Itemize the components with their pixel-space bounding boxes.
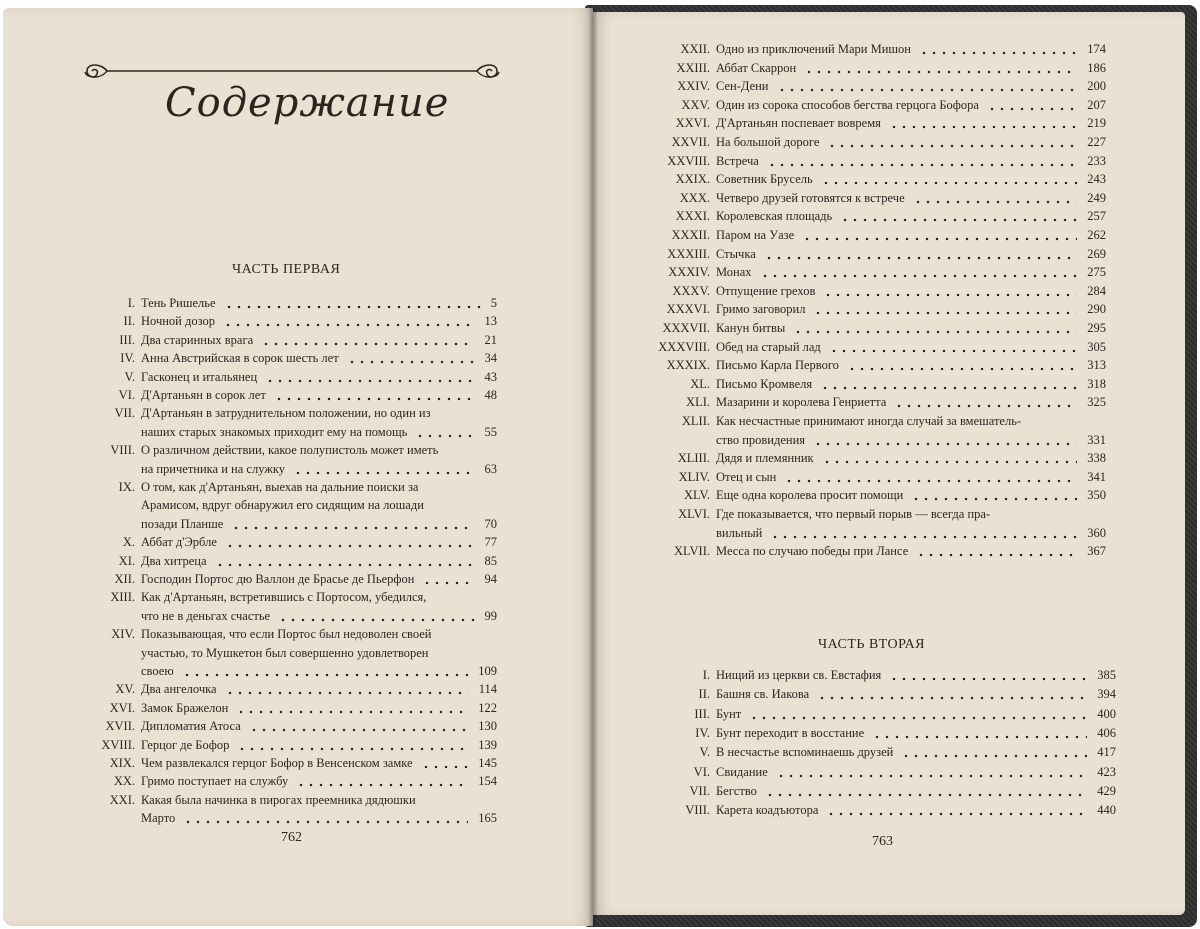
toc-entry-number: X.	[122, 535, 135, 550]
toc-entry-title: Господин Портос дю Валлон де Брасье де Пьерфон	[141, 572, 415, 586]
toc-entry-number: XXX.	[679, 190, 710, 205]
toc-entry-page: 423	[1097, 764, 1116, 779]
toc-entry	[0, 133, 1200, 152]
toc-entry-number: III.	[694, 706, 710, 721]
toc-leader-dots	[840, 218, 1077, 222]
toc-entry-number: XLII.	[681, 414, 710, 428]
toc-leader-dots	[817, 696, 1087, 700]
toc-entry	[0, 449, 1200, 468]
toc-entry-page: 325	[1087, 395, 1106, 410]
toc-leader-dots	[764, 256, 1077, 260]
toc-entry-page: 109	[478, 663, 497, 678]
toc-entry-number: XXI.	[109, 792, 135, 807]
toc-entry-page: 154	[478, 774, 497, 789]
toc-entry-page: 269	[1087, 246, 1106, 261]
toc-entry	[0, 319, 1200, 338]
toc-entry-number: XLIV.	[678, 469, 710, 484]
toc-entry-page: 417	[1097, 745, 1116, 760]
page-heading: Содержание	[165, 80, 450, 126]
toc-entry-page: 70	[484, 516, 497, 531]
toc-entry-page: 249	[1087, 190, 1106, 205]
toc-entry	[0, 263, 1200, 282]
toc-leader-dots	[802, 237, 1077, 241]
toc-entry-page: 94	[484, 572, 497, 586]
toc-entry-title: Арамисом, вдруг обнаружил его сидящим на лошади	[141, 498, 424, 513]
toc-entry-number: XXVI.	[675, 116, 710, 131]
toc-leader-dots	[770, 535, 1077, 539]
toc-leader-dots	[278, 618, 474, 622]
toc-entry-number: V.	[699, 745, 710, 760]
toc-entry-page: 284	[1087, 283, 1106, 298]
toc-entry-number: XXVIII.	[667, 153, 710, 168]
toc-entry-number: XXV.	[681, 97, 710, 112]
toc-entry-number: XXVII.	[671, 135, 710, 149]
toc-entry-title: Какая была начинка в пирогах преемника дядюшки	[141, 792, 416, 807]
toc-entry	[0, 666, 1200, 685]
toc-entry-title: Анна Австрийская в сорок шесть лет	[141, 351, 339, 366]
toc-leader-dots	[827, 144, 1077, 148]
toc-leader-dots	[813, 311, 1077, 315]
toc-entry-title: Два старинных врага	[141, 332, 254, 347]
toc-entry-page: 174	[1087, 42, 1106, 56]
toc-entry-number: XIX.	[109, 756, 135, 770]
toc-entry	[0, 207, 1200, 226]
toc-entry-number: XII.	[114, 572, 135, 586]
toc-entry	[0, 170, 1200, 189]
toc-entry-page: 165	[478, 811, 497, 826]
toc-entry-title: Бегство	[716, 783, 757, 798]
toc-entry-page: 34	[484, 351, 497, 366]
toc-entry-page: 275	[1087, 265, 1106, 280]
toc-leader-dots	[889, 125, 1077, 129]
toc-entry-title: Канун битвы	[716, 321, 786, 335]
toc-entry-title: ство провидения	[716, 432, 806, 447]
toc-entry-number: XXXIII.	[667, 246, 710, 261]
toc-entry-title: участью, то Мушкетон был совершенно удовлетворен	[141, 645, 429, 660]
toc-entry-title: О различном действии, какое полупистоль может иметь	[141, 443, 439, 458]
toc-entry-page: 406	[1097, 725, 1116, 740]
toc-entry-title: Монах	[716, 265, 752, 280]
toc-entry	[0, 743, 1200, 762]
toc-leader-dots	[826, 812, 1087, 816]
toc-entry-title: Д'Артаньян в сорок лет	[141, 388, 266, 402]
toc-entry-title: на причетника и на служку	[141, 461, 286, 476]
toc-entry-title: Карета коадъютора	[716, 803, 819, 818]
toc-entry-number: I.	[127, 296, 135, 310]
toc-entry-title: Два хитреца	[141, 553, 207, 568]
toc-entry-number: IV.	[120, 351, 135, 366]
toc-entry	[0, 685, 1200, 704]
toc-leader-dots	[760, 274, 1078, 278]
toc-entry-title: Письмо Кромвеля	[716, 376, 813, 391]
toc-entry-page: 400	[1097, 706, 1116, 721]
toc-entry-page: 295	[1087, 321, 1106, 335]
toc-entry-page: 114	[478, 682, 497, 697]
toc-entry	[0, 245, 1200, 264]
toc-entry-page: 440	[1097, 803, 1116, 818]
toc-entry	[0, 782, 1200, 801]
toc-leader-dots	[820, 386, 1077, 390]
section-title-part-one: ЧАСТЬ ПЕРВАЯ	[232, 262, 341, 277]
toc-entry-title: Гримо заговорил	[716, 302, 806, 317]
toc-entry-number: XXXVIII.	[658, 339, 710, 354]
toc-leader-dots	[911, 497, 1077, 501]
toc-leader-dots	[776, 774, 1087, 778]
toc-entry-number: VII.	[689, 783, 710, 798]
toc-entry-title: Тень Ришелье	[141, 296, 216, 310]
toc-entry-number: XL.	[690, 376, 710, 391]
toc-entry	[0, 152, 1200, 171]
toc-entry-number: IV.	[695, 725, 710, 740]
toc-entry-number: VII.	[114, 406, 135, 421]
toc-entry-number: XXXV.	[672, 283, 710, 298]
section-title-part-two: ЧАСТЬ ВТОРАЯ	[818, 637, 926, 652]
toc-leader-dots	[901, 754, 1087, 758]
toc-entry-page: 318	[1087, 376, 1106, 391]
toc-leader-dots	[749, 716, 1087, 720]
toc-entry-page: 99	[484, 608, 497, 623]
toc-entry	[0, 338, 1200, 357]
toc-entry	[0, 356, 1200, 375]
page-number-left: 762	[281, 830, 302, 845]
toc-entry-number: XVII.	[105, 719, 135, 734]
toc-entry	[0, 300, 1200, 319]
toc-entry-title: На большой дороге	[716, 135, 820, 149]
toc-entry-title: Сен-Дени	[716, 79, 769, 94]
toc-entry-number: XXXII.	[671, 228, 710, 242]
toc-entry-title: О том, как д'Артаньян, выехав на дальние поиски за	[141, 480, 419, 494]
toc-entry-page: 360	[1087, 525, 1106, 540]
toc-entry	[0, 724, 1200, 743]
toc-entry-title: Еще одна королева просит помощи	[716, 488, 904, 503]
toc-entry-number: XXXIV.	[668, 265, 710, 280]
toc-entry-page: 122	[478, 700, 497, 715]
toc-entry-title: Королевская площадь	[716, 209, 833, 224]
toc-entry-title: Месса по случаю победы при Лансе	[716, 544, 909, 559]
toc-entry-page: 77	[484, 535, 497, 550]
toc-entry-page: 305	[1087, 339, 1106, 354]
toc-leader-dots	[913, 200, 1078, 204]
toc-leader-dots	[822, 460, 1078, 464]
toc-entry-title: Чем развлекался герцог Бофор в Венсенском замке	[141, 756, 413, 770]
toc-entry-title: Замок Бражелон	[141, 700, 229, 715]
toc-entry-number: VI.	[693, 764, 710, 779]
toc-leader-dots	[813, 442, 1077, 446]
toc-entry-page: 207	[1087, 97, 1106, 112]
toc-entry	[0, 393, 1200, 412]
toc-entry-number: XI.	[118, 553, 135, 568]
toc-leader-dots	[777, 88, 1078, 92]
toc-entry-title: Марто	[141, 811, 176, 826]
toc-entry-title: позади Планше	[141, 516, 224, 531]
toc-entry-title: Нищий из церкви св. Евстафия	[716, 668, 882, 682]
toc-entry-number: XLV.	[683, 488, 710, 503]
toc-entry-number: XXIV.	[677, 79, 710, 94]
toc-entry-title: что не в деньгах счастье	[141, 608, 271, 623]
toc-leader-dots	[916, 553, 1077, 557]
toc-leader-dots	[765, 793, 1087, 797]
toc-entry-title: Аббат д'Эрбле	[141, 535, 217, 550]
toc-entry	[0, 801, 1200, 820]
toc-entry-title: Обед на старый лад	[716, 339, 821, 354]
toc-leader-dots	[793, 330, 1077, 334]
toc-entry-title: Отпущение грехов	[716, 283, 816, 298]
toc-entry	[0, 40, 1200, 59]
toc-entry-title: Дядя и племянник	[716, 451, 814, 466]
toc-entry-page: 130	[478, 719, 497, 734]
toc-leader-dots	[847, 367, 1077, 371]
toc-entry-number: XVI.	[109, 700, 135, 715]
toc-entry-title: В несчастье вспоминаешь друзей	[716, 745, 894, 760]
toc-entry-title: Два ангелочка	[141, 682, 217, 697]
toc-entry-number: XV.	[115, 682, 135, 697]
toc-leader-dots	[894, 404, 1077, 408]
toc-entry-number: XLVII.	[674, 544, 710, 559]
toc-entry-title: Показывающая, что если Портос был недоволен своей	[141, 627, 432, 642]
toc-entry-page: 367	[1087, 544, 1106, 559]
toc-entry-title: Как несчастные принимают иногда случай за вмешатель-	[716, 414, 1022, 428]
toc-entry-page: 257	[1087, 209, 1106, 224]
toc-entry-number: VI.	[118, 388, 135, 402]
toc-entry	[0, 705, 1200, 724]
toc-entry-number: V.	[124, 369, 135, 384]
toc-entry-page: 341	[1087, 469, 1106, 484]
toc-entry-title: Д'Артаньян поспевает вовремя	[716, 116, 881, 131]
toc-entry	[0, 542, 1200, 561]
toc-entry-number: XIII.	[110, 590, 135, 605]
toc-entry-number: XXIII.	[676, 60, 710, 75]
toc-entry	[0, 375, 1200, 394]
toc-entry-page: 262	[1087, 228, 1106, 242]
toc-entry-number: III.	[119, 332, 135, 347]
toc-entry-title: Гримо поступает на службу	[141, 774, 289, 789]
toc-entry-page: 331	[1087, 432, 1106, 447]
toc-entry-title: Бунт	[716, 706, 742, 721]
toc-entry	[0, 59, 1200, 78]
toc-entry-number: VIII.	[110, 443, 135, 458]
toc-entry	[0, 468, 1200, 487]
toc-entry-page: 219	[1087, 116, 1106, 131]
toc-entry	[0, 588, 1200, 625]
toc-leader-dots	[821, 181, 1078, 185]
toc-entry-page: 139	[478, 737, 497, 752]
toc-entry-title: Башня св. Иакова	[716, 687, 810, 702]
toc-entry	[0, 763, 1200, 782]
toc-entry-title: Где показывается, что первый порыв — всегда пра-	[716, 507, 991, 521]
toc-leader-dots	[784, 479, 1077, 483]
toc-entry-title: Отец и сын	[716, 469, 777, 484]
toc-entry-title: Письмо Карла Первого	[716, 358, 839, 373]
toc-entry-page: 313	[1087, 358, 1106, 373]
toc-entry-page: 394	[1097, 687, 1116, 702]
toc-entry-title: Д'Артаньян в затруднительном положении, но один из	[141, 406, 431, 421]
toc-entry	[0, 96, 1200, 115]
toc-entry-number: XXXVI.	[666, 302, 710, 317]
toc-entry-title: наших старых знакомых приходит ему на помощь	[141, 424, 408, 439]
toc-entry	[0, 486, 1200, 505]
toc-entry-page: 21	[484, 332, 497, 347]
toc-entry-title: Свидание	[716, 764, 768, 779]
toc-entry	[0, 412, 1200, 449]
toc-entry-page: 43	[484, 369, 497, 384]
toc-entry-page: 385	[1097, 668, 1116, 682]
toc-entry-page: 338	[1087, 451, 1106, 466]
toc-entry-page: 55	[484, 424, 497, 439]
toc-entry	[0, 570, 1200, 588]
toc-entry-page: 227	[1087, 135, 1106, 149]
toc-leader-dots	[889, 677, 1087, 681]
toc-entry-title: Одно из приключений Мари Мишон	[716, 42, 911, 56]
toc-entry-number: XIV.	[111, 627, 135, 642]
toc-entry-page: 13	[484, 314, 497, 329]
toc-entry-page: 85	[484, 553, 497, 568]
toc-leader-dots	[987, 107, 1077, 111]
toc-entry-title: Четверо друзей готовятся к встрече	[716, 190, 905, 205]
toc-leader-dots	[872, 735, 1087, 739]
toc-entry-number: XLI.	[686, 395, 710, 410]
toc-entry	[0, 282, 1200, 301]
toc-entry-page: 145	[478, 756, 497, 770]
toc-entry	[0, 505, 1200, 542]
toc-entry-title: Паром на Уазе	[716, 228, 795, 242]
toc-leader-dots	[183, 820, 468, 824]
toc-entry-number: XLVI.	[678, 507, 710, 521]
toc-entry-title: Ночной дозор	[141, 314, 215, 329]
toc-entry-page: 186	[1087, 60, 1106, 75]
toc-entry-number: II.	[698, 687, 710, 702]
toc-entry-page: 290	[1087, 302, 1106, 317]
toc-entry-number: XLIII.	[677, 451, 710, 466]
toc-leader-dots	[804, 70, 1077, 74]
toc-entry-page: 233	[1087, 153, 1106, 168]
toc-entry-page: 48	[484, 388, 497, 402]
toc-leader-dots	[829, 349, 1077, 353]
toc-entry-number: XVIII.	[101, 737, 135, 752]
toc-entry-page: 5	[490, 296, 497, 310]
toc-entry-number: XXXI.	[675, 209, 710, 224]
toc-entry-number: VIII.	[685, 803, 710, 818]
toc-entry-title: Герцог де Бофор	[141, 737, 230, 752]
toc-entry-title: Один из сорока способов бегства герцога Бофора	[716, 97, 979, 112]
toc-entry-page: 200	[1087, 79, 1106, 94]
toc-entry-number: XXXVII.	[662, 321, 710, 335]
toc-entry-number: XXII.	[680, 42, 710, 56]
toc-entry-page: 63	[484, 461, 497, 476]
toc-entry-title: вильный	[716, 525, 763, 540]
toc-leader-dots	[422, 581, 474, 585]
toc-entry-number: I.	[702, 668, 710, 682]
toc-entry-number: XXIX.	[675, 172, 710, 187]
toc-entry	[0, 226, 1200, 245]
toc-entry-title: своею	[141, 663, 174, 678]
toc-entry	[0, 77, 1200, 96]
toc-entry-number: XX.	[113, 774, 135, 789]
toc-entry-title: Стычка	[716, 246, 756, 261]
toc-entry-page: 429	[1097, 783, 1116, 798]
toc-entry-title: Дипломатия Атоса	[141, 719, 241, 734]
toc-entry-page: 243	[1087, 172, 1106, 187]
toc-entry	[0, 114, 1200, 133]
toc-entry-page: 350	[1087, 488, 1106, 503]
toc-entry-title: Советник Брусель	[716, 172, 813, 187]
page-number-right: 763	[872, 834, 893, 849]
toc-entry-title: Встреча	[716, 153, 759, 168]
toc-entry-number: II.	[123, 314, 135, 329]
toc-leader-dots	[215, 563, 475, 567]
toc-leader-dots	[919, 51, 1077, 55]
toc-entry	[0, 189, 1200, 208]
toc-entry-title: Как д'Артаньян, встретившись с Портосом, убедился,	[141, 590, 427, 605]
toc-leader-dots	[767, 163, 1077, 167]
toc-leader-dots	[823, 293, 1077, 297]
toc-entry-number: XXXIX.	[666, 358, 710, 373]
toc-entry-title: Бунт переходит в восстание	[716, 725, 865, 740]
toc-entry-title: Мазарини и королева Генриетта	[716, 395, 887, 410]
toc-entry-number: IX.	[118, 480, 135, 494]
toc-entry-title: Аббат Скаррон	[716, 60, 797, 75]
toc-entry-title: Гасконец и итальянец	[141, 369, 258, 384]
